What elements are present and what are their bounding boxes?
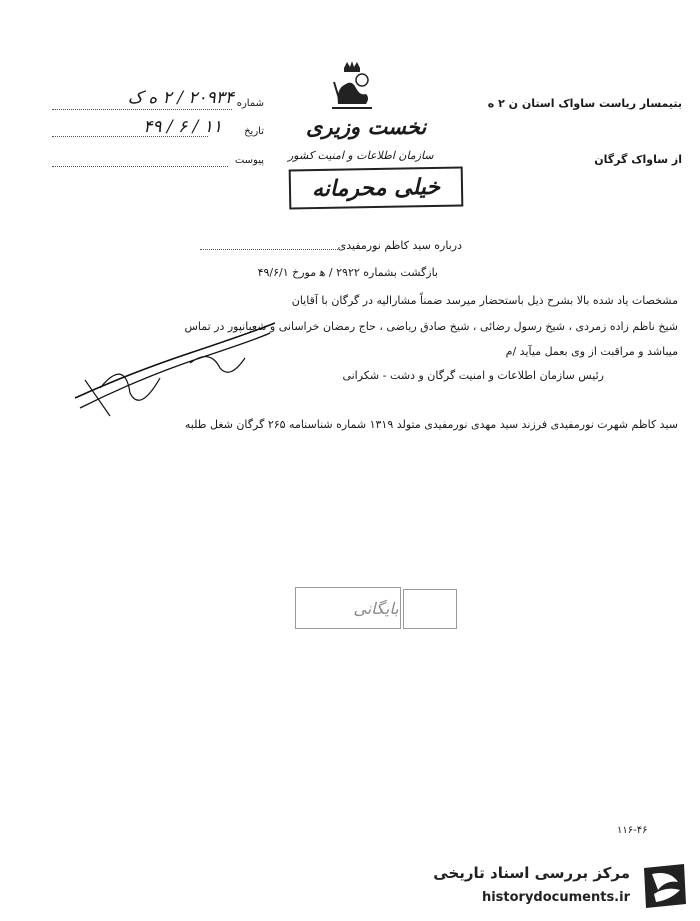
number-field-line [52,109,232,110]
recipient-line: بتیمسار ریاست ساواک استان ن ۲ ه [487,97,682,110]
body-line: مشخصات یاد شده بالا بشرح ذیل باستحضار میرسد ضمناً مشارالیه در گرگان با آقایان [291,294,678,307]
archive-stamp-frame [403,589,457,629]
number-label: شماره [236,98,264,109]
watermark [412,858,692,916]
watermark-title: مرکز بررسی اسناد تاریخی [433,864,630,882]
attachment-field-line [52,166,228,167]
handwritten-signature-icon [70,318,280,418]
sender-line: از ساواک گرگان [594,153,682,166]
signature-line: رئیس سازمان اطلاعات و امنیت گرگان و دشت - شکرانی [342,369,604,382]
footer-reference: ۱۱۶-۴۶ [617,825,648,836]
watermark-url: historydocuments.ir [481,890,630,905]
subject-underline [200,249,340,250]
classification-stamp-text: خیلی محرمانه [311,173,441,203]
archive-logo-icon [636,860,692,912]
date-value: ۴۹ / ۶ / ۱۱ [143,117,222,137]
body-line: شیخ ناظم زاده زمردی ، شیخ رسول رضائی ، شیخ صادق ریاضی ، حاج رمضان خراسانی و شعبانپور در تماس [184,320,678,333]
archive-stamp-text: بایگانی [353,598,399,618]
lion-and-sun-emblem-icon [326,58,378,114]
classification-stamp [289,166,464,209]
archive-stamp [295,587,457,629]
person-detail-line: سید کاظم شهرت نورمفیدی فرزند سید مهدی نورمفیدی متولد ۱۳۱۹ شماره شناسنامه ۲۶۵ گرگان شغل طلبه [184,418,678,431]
archive-stamp-frame [295,587,401,629]
office-organization: سازمان اطلاعات و امنیت کشور [288,149,434,162]
subject-line: درباره سید کاظم نورمفیدی [337,239,462,252]
office-title: نخست وزیری [306,114,427,139]
reference-line: بازگشت بشماره ۲۹۲۲ / ه‍ مورخ ۴۹/۶/۱ [257,266,438,279]
attachment-label: پیوست [234,155,264,166]
date-label: تاریخ [244,126,264,137]
number-value: ۲۰۹۳۴ / ۲ ه ک [127,88,234,108]
body-line: میباشد و مراقبت از وی بعمل میآید /م [505,345,678,358]
date-field-line [52,136,208,137]
